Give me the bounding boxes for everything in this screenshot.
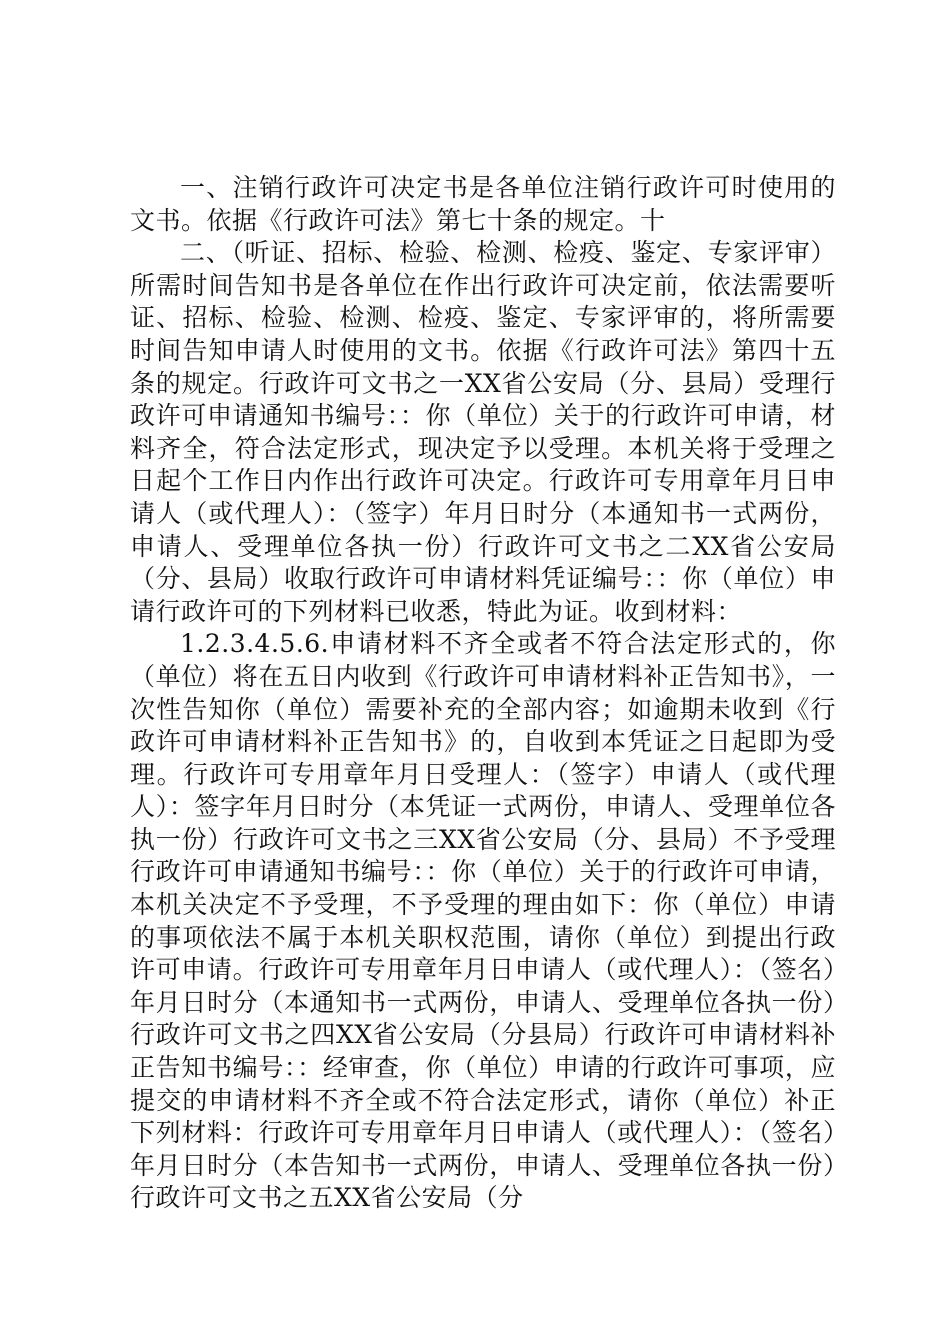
paragraph-2: 二、（听证、招标、检验、检测、检疫、鉴定、专家评审）所需时间告知书是各单位在作出行政许可决定前，依法需要听证、招标、检验、检测、检疫、鉴定、专家评审的，将所需要时间告知申请人时使用的文书。依据《行政许可法》第四十五条的规定。行政许可文书之一XX省公安局（分、县局）受理行政许可申请通知书编号：：你（单位）关于的行政许可申请，材料齐全，符合法定形式，现决定予以受理。本机关将于受理之日起个工作日内作出行政许可决定。行政许可专用章年月日申请人（或代理人）：（签字）年月日时分（本通知书一式两份，申请人、受理单位各执一份）行政许可文书之二XX省公安局（分、县局）收取行政许可申请材料凭证编号：：你（单位）申请行政许可的下列材料已收悉，特此为证。收到材料： [130,238,836,626]
paragraph-1: 一、注销行政许可决定书是各单位注销行政许可时使用的文书。依据《行政许可法》第七十条的规定。十 [130,173,836,235]
paragraph-3: 1.2.3.4.5.6.申请材料不齐全或者不符合法定形式的，你（单位）将在五日内收到《行政许可申请材料补正告知书》，一次性告知你（单位）需要补充的全部内容；如逾期未收到《行政许可申请材料补正告知书》的，自收到本凭证之日起即为受理。行政许可专用章年月日受理人：（签字）申请人（或代理人）：签字年月日时分（本凭证一式两份，申请人、受理单位各执一份）行政许可文书之三XX省公安局（分、县局）不予受理行政许可申请通知书编号：：你（单位）关于的行政许可申请，本机关决定不予受理，不予受理的理由如下：你（单位）申请的事项依法不属于本机关职权范围，请你（单位）到提出行政许可申请。行政许可专用章年月日申请人（或代理人）：（签名）年月日时分（本通知书一式两份，申请人、受理单位各执一份）行政许可文书之四XX省公安局（分县局）行政许可申请材料补正告知书编号：：经审查，你（单位）申请的行政许可事项，应提交的申请材料不齐全或不符合法定形式，请你（单位）补正下列材料：行政许可专用章年月日申请人（或代理人）：（签名）年月日时分（本告知书一式两份，申请人、受理单位各执一份）行政许可文书之五XX省公安局（分 [130,629,836,1213]
document-body [130,172,836,1215]
